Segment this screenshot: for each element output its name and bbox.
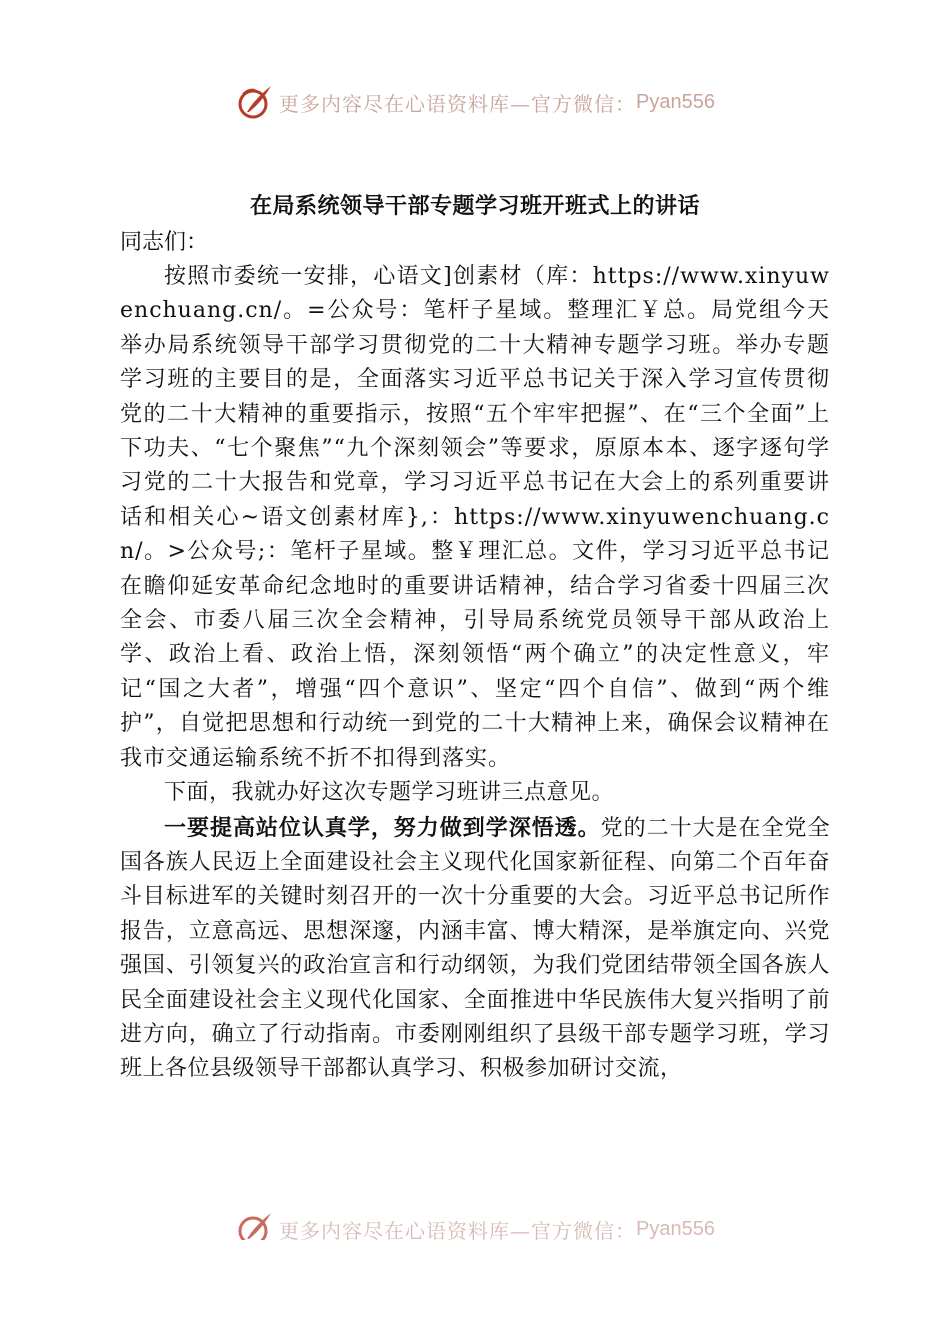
header-banner	[0, 80, 950, 124]
footer-banner	[0, 1206, 950, 1240]
paragraph-intro: 按照市委统一安排，心语文]创素材（库：https://www.xinyuwenchuang.cn/。=公众号：笔杆子星域。整理汇￥总。局党组今天举办局系统领导干部学习贯彻党的二十大精神专题学习班。举办专题学习班的主要目的是，全面落实习近平总书记关于深入学习宣传贯彻党的二十大精神的重要指示，按照“五个牢牢把握”、在“三个全面”上下功夫、“七个聚焦”“九个深刻领会”等要求，原原本本、逐字逐句学习党的二十大报告和党章，学习习近平总书记在大会上的系列重要讲话和相关心~语文创素材库},：https://www.xinyuwenchuang.cn/。>公众号;：笔杆子星域。整￥理汇总。文件，学习习近平总书记在瞻仰延安革命纪念地时的重要讲话精神，结合学习省委十四届三次全会、市委八届三次全会精神，引导局系统党员领导干部从政治上学、政治上看、政治上悟，深刻领悟“两个确立”的决定性意义，牢记“国之大者”，增强“四个意识”、坚定“四个自信”、做到“两个维护”，自觉把思想和行动统一到党的二十大精神上来，确保会议精神在我市交通运输系统不折不扣得到落实。	[120, 264, 830, 771]
footer-banner-wechat-id: Pyan556	[636, 1217, 715, 1240]
banner-wechat-id: Pyan556	[636, 90, 715, 113]
paragraph-transition: 下面，我就办好这次专题学习班讲三点意见。	[164, 780, 615, 806]
section-1-lead: 一要提高站位认真学，努力做到学深悟透。	[164, 814, 601, 841]
footer-banner-text: 更多内容尽在心语资料库—官方微信：	[279, 1218, 637, 1240]
banner-text: 更多内容尽在心语资料库—官方微信：	[279, 91, 637, 116]
quill-logo-icon	[235, 1209, 275, 1240]
document-title: 在局系统领导干部专题学习班开班式上的讲话	[249, 193, 700, 219]
greeting: 同志们：	[120, 230, 209, 255]
section-1-paragraph	[120, 811, 830, 1087]
quill-logo-icon	[235, 82, 275, 122]
document-body	[120, 186, 830, 1087]
section-1-body: 党的二十大是在全党全国各族人民迈上全面建设社会主义现代化国家新征程、向第二个百年奋斗目标进军的关键时刻召开的一次十分重要的大会。习近平总书记所作报告，立意高远、思想深邃，内涵丰富、博大精深，是举旗定向、兴党强国、引领复兴的政治宣言和行动纲领，为我们党团结带领全国各族人民全面建设社会主义现代化国家、全面推进中华民族伟大复兴指明了前进方向，确立了行动指南。市委刚刚组织了县级干部专题学习班，学习班上各位县级领导干部都认真学习、积极参加研讨交流，	[120, 815, 830, 1082]
